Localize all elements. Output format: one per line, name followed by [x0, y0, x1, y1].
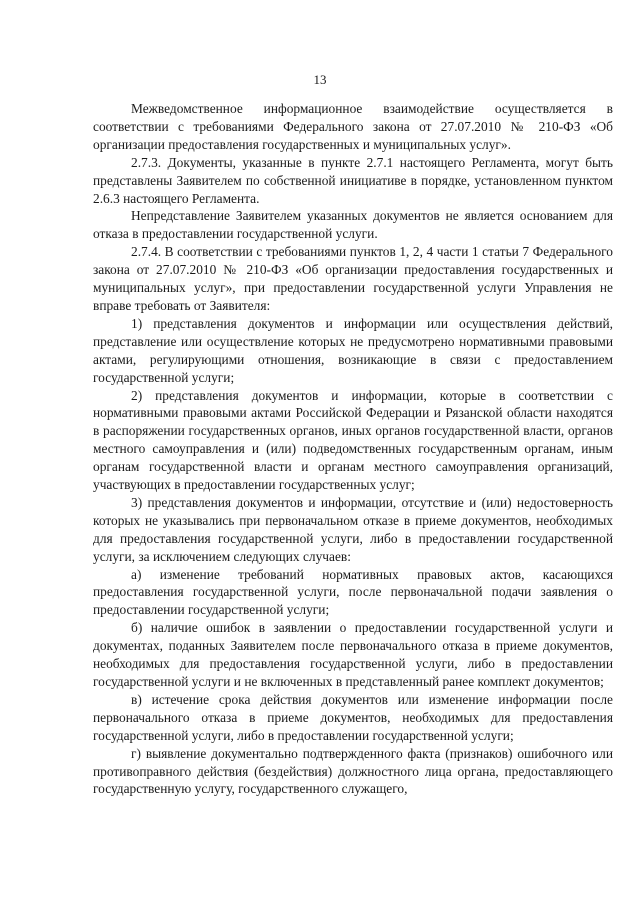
list-item-1: 1) представления документов и информации или осуществления действий, представление или осуществление которых не предусмотрено нормативными правовыми актами, регулирующими отношения, возникающие в связи с предоставлением государственной услуги; [93, 315, 613, 385]
sub-item-v: в) истечение срока действия документов или изменение информации после первоначального отказа в приеме документов, необходимых для предоставления государственной услуги, либо в предоставлении государственной услуги; [93, 691, 613, 743]
list-item-2: 2) представления документов и информации, которые в соответствии с нормативными правовыми актами Российской Федерации и Рязанской области находятся в распоряжении государственных органов, иных органов государственной власти, органов местного самоуправления и (или) подведомственных государственным органам, иным органам государственной власти и органам местного самоуправления организаций, участвующих в предоставлении государственных услуг; [93, 387, 613, 493]
paragraph-2-7-4: 2.7.4. В соответствии с требованиями пунктов 1, 2, 4 части 1 статьи 7 Федерального закона от 27.07.2010 № 210-ФЗ «Об организации предоставления государственных и муниципальных услуг», при предоставлении государственной услуги Управления не вправе требовать от Заявителя: [93, 244, 613, 313]
sub-item-b: б) наличие ошибок в заявлении о предоставлении государственной услуги и документах, поданных Заявителем после первоначального отказа в приеме документов, необходимых для предоставления государственной услуги, либо в предоставлении государственной услуги и не включенных в представленный ранее комплект документов; [93, 620, 613, 689]
sub-item-g: г) выявление документально подтвержденного факта (признаков) ошибочного или противоправного действия (бездействия) должностного лица органа, предоставляющего государственную услугу, государственного служащего, [93, 745, 613, 797]
page-number: 13 [313, 72, 327, 87]
sub-item-a: а) изменение требований нормативных правовых актов, касающихся предоставления государственной услуги, после первоначальной подачи заявления о предоставлении государственной услуги; [93, 566, 613, 618]
document-body [93, 100, 613, 798]
paragraph-interagency-interaction: Межведомственное информационное взаимодействие осуществляется в соответствии с требованиями Федерального закона от 27.07.2010 № 210-ФЗ «Об организации предоставления государственных и муниципальных услуг». [93, 101, 613, 152]
paragraph-2-7-3: 2.7.3. Документы, указанные в пункте 2.7.1 настоящего Регламента, могут быть представлены Заявителем по собственной инициативе в порядке, установленном пунктом 2.6.3 настоящего Регламента. [93, 154, 613, 206]
list-item-3: 3) представления документов и информации, отсутствие и (или) недостоверность которых не указывались при первоначальном отказе в приеме документов, необходимых для предоставления государственной услуги, либо в предоставлении государственной услуги, за исключением следующих случаев: [93, 494, 613, 564]
paragraph-non-submission: Непредставление Заявителем указанных документов не является основанием для отказа в предоставлении государственной услуги. [93, 208, 613, 242]
